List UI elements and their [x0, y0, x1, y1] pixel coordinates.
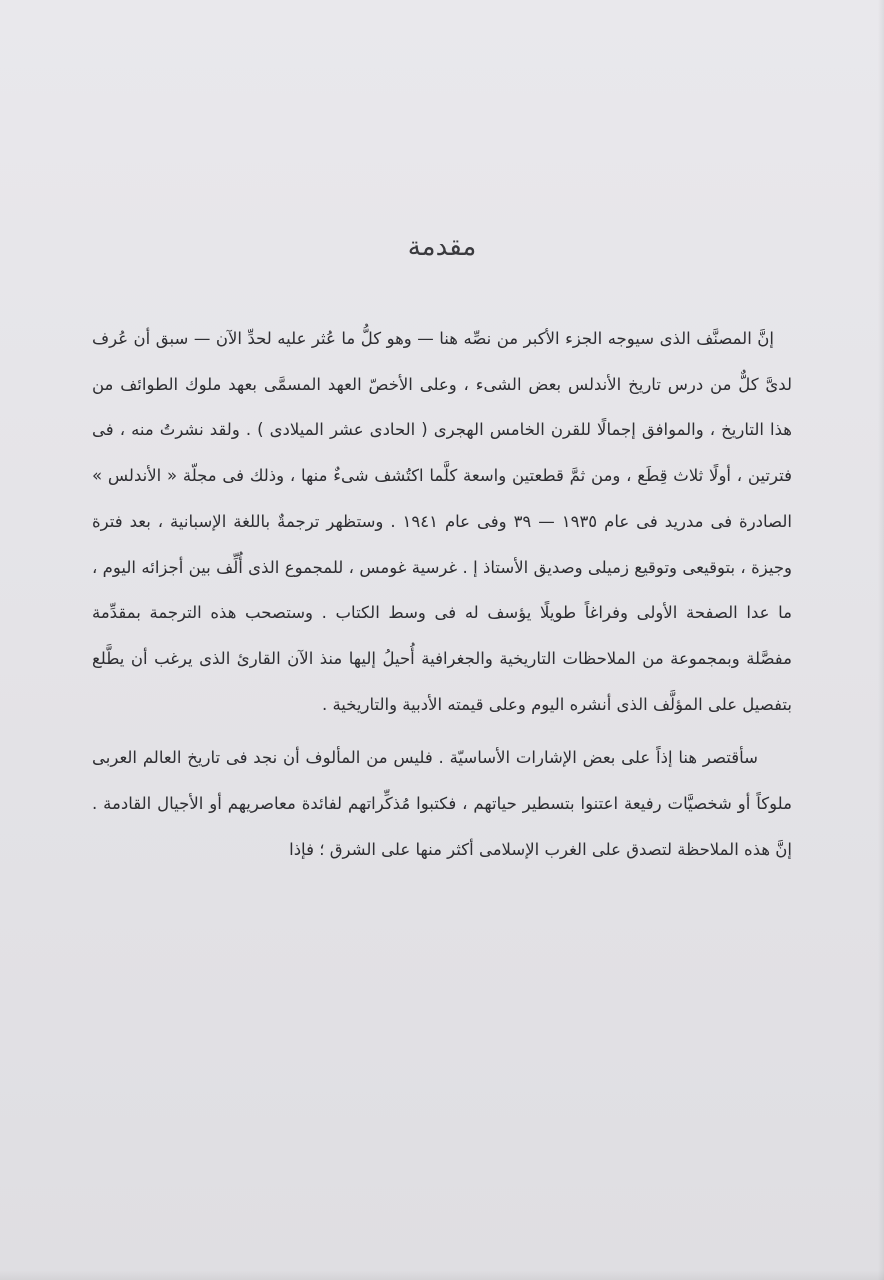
page-edge-shadow [878, 0, 884, 1280]
paragraph-2: سأقتصر هنا إذاً على بعض الإشارات الأساسيّة . فليس من المألوف أن نجد فى تاريخ العالم العربى ملوكاً أو شخصيَّات رفيعة اعتنوا بتسطير حياتهم ، فكتبوا مُذكِّراتهم لفائدة معاصريهم أو الأجيال القادمة . إنَّ هذه الملاحظة لتصدق على الغرب الإسلامى أكثر منها على الشرق ؛ فإذا [92, 748, 792, 859]
page-bottom-shadow [0, 1270, 884, 1280]
page-title: مقدمة [407, 232, 477, 262]
body-text [92, 316, 792, 872]
paragraph-1: إنَّ المصنَّف الذى سيوجه الجزء الأكبر من نصِّه هنا — وهو كلُّ ما عُثر عليه لحدِّ الآن — سبق أن عُرف لدىَّ كلٌّ من درس تاريخ الأندلس بعض الشىء ، وعلى الأخصّ العهد المسمَّى بعهد ملوك الطوائف من هذا التاريخ ، والموافق إجمالًا للقرن الخامس الهجرى ( الحادى عشر الميلادى ) . ولقد نشرتُ منه ، فى فترتين ، أولًا ثلاث قِطَع ، ومن ثمَّ قطعتين واسعة كلَّما اكتُشف شىءٌ منها ، وذلك فى مجلّة « الأندلس » الصادرة فى مدريد فى عام ١٩٣٥ — ٣٩ وفى عام ١٩٤١ . وستظهر ترجمةٌ باللغة الإسبانية ، بعد فترة وجيزة ، بتوقيعى وتوقيع زميلى وصديق الأستاذ إ . غرسية غومس ، للمجموع الذى أُلِّف بين أجزائه اليوم ، ما عدا الصفحة الأولى وفراغاً طويلًا يؤسف له فى وسط الكتاب . وستصحب هذه الترجمة بمقدِّمة مفصَّلة وبمجموعة من الملاحظات التاريخية والجغرافية أُحيلُ إليها منذ الآن القارئ الذى يرغب أن يطَّلع بتفصيل على المؤلَّف الذى أنشره اليوم وعلى قيمته الأدبية والتاريخية . [92, 329, 792, 714]
